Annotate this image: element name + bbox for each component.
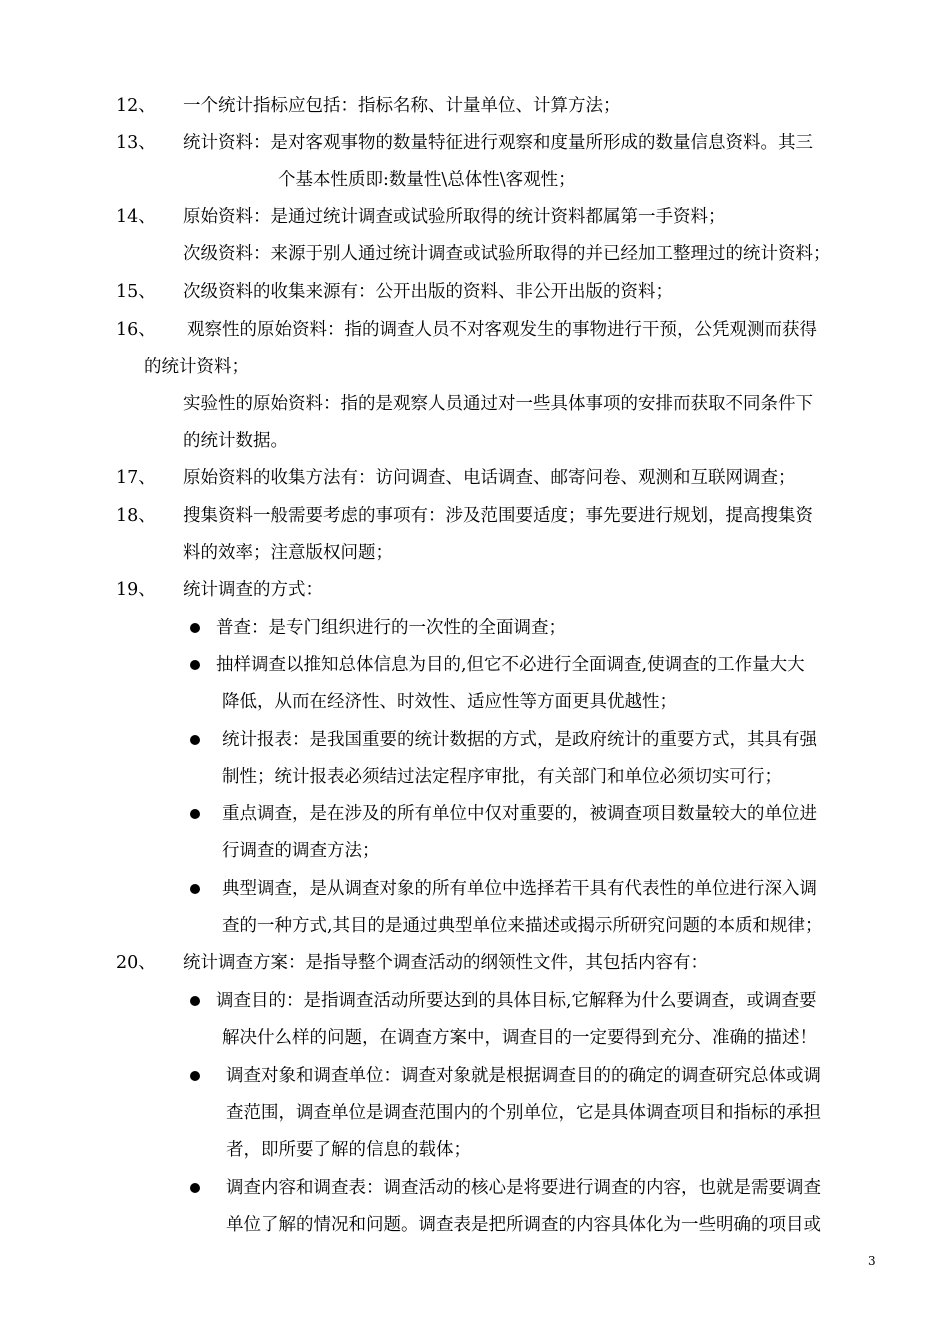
item-text: 的统计资料； <box>144 357 249 377</box>
item-number: 18、 <box>116 506 156 526</box>
item-number: 20、 <box>116 953 156 973</box>
bullet-text: 重点调查，是在涉及的所有单位中仅对重要的，被调查项目数量较大的单位进 <box>222 804 817 824</box>
bullet-text: 查的一种方式,其目的是通过典型单位来描述或揭示所研究问题的本质和规律； <box>222 916 823 936</box>
item-text: 料的效率；注意版权问题； <box>183 543 393 563</box>
bullet-text: 行调查的调查方法； <box>222 841 380 861</box>
bullet-text: 统计报表：是我国重要的统计数据的方式，是政府统计的重要方式，其具有强 <box>222 730 817 750</box>
bullet-text: 调查对象和调查单位：调查对象就是根据调查目的的确定的调查研究总体或调 <box>226 1066 821 1086</box>
bullet-icon <box>190 996 200 1006</box>
item-number: 14、 <box>116 207 156 227</box>
bullet-text: 降低，从而在经济性、时效性、适应性等方面更具优越性； <box>222 692 677 712</box>
item-text: 搜集资料一般需要考虑的事项有：涉及范围要适度；事先要进行规划，提高搜集资 <box>183 506 813 526</box>
bullet-icon <box>190 809 200 819</box>
item-text: 实验性的原始资料：指的是观察人员通过对一些具体事项的安排而获取不同条件下 <box>183 394 813 414</box>
bullet-icon <box>190 735 200 745</box>
bullet-icon <box>190 623 200 633</box>
bullet-text: 解决什么样的问题，在调查方案中，调查目的一定要得到充分、准确的描述！ <box>222 1028 817 1048</box>
bullet-text: 抽样调查以推知总体信息为目的,但它不必进行全面调查,使调查的工作量大大 <box>216 655 805 675</box>
item-text: 一个统计指标应包括：指标名称、计量单位、计算方法； <box>183 96 621 116</box>
item-number: 13、 <box>116 133 156 153</box>
item-text: 观察性的原始资料：指的调查人员不对客观发生的事物进行干预，公凭观测而获得 <box>187 320 817 340</box>
bullet-text: 调查内容和调查表：调查活动的核心是将要进行调查的内容，也就是需要调查 <box>226 1178 821 1198</box>
item-text: 次级资料：来源于别人通过统计调查或试验所取得的并已经加工整理过的统计资料； <box>183 244 831 264</box>
bullet-icon <box>190 1183 200 1193</box>
bullet-icon <box>190 1071 200 1081</box>
item-number: 15、 <box>116 282 156 302</box>
bullet-text: 典型调查，是从调查对象的所有单位中选择若干具有代表性的单位进行深入调 <box>222 879 817 899</box>
bullet-icon <box>190 660 200 670</box>
item-text: 的统计数据。 <box>183 431 288 451</box>
item-text: 原始资料：是通过统计调查或试验所取得的统计资料都属第一手资料； <box>183 207 726 227</box>
bullet-text: 单位了解的情况和问题。调查表是把所调查的内容具体化为一些明确的项目或 <box>226 1215 821 1235</box>
bullet-text: 普查：是专门组织进行的一次性的全面调查； <box>216 618 566 638</box>
bullet-text: 查范围，调查单位是调查范围内的个别单位，它是具体调查项目和指标的承担 <box>226 1103 821 1123</box>
bullet-text: 制性；统计报表必须结过法定程序审批，有关部门和单位必须切实可行； <box>222 767 782 787</box>
bullet-text: 者，即所要了解的信息的载体； <box>226 1140 471 1160</box>
item-text: 个基本性质即:数量性\总体性\客观性； <box>278 170 576 190</box>
bullet-text: 调查目的：是指调查活动所要达到的具体目标,它解释为什么要调查，或调查要 <box>216 991 817 1011</box>
item-text: 统计资料：是对客观事物的数量特征进行观察和度量所形成的数量信息资料。其三 <box>183 133 813 153</box>
item-text: 原始资料的收集方法有：访问调查、电话调查、邮寄问卷、观测和互联网调查； <box>183 468 796 488</box>
item-number: 16、 <box>116 320 156 340</box>
item-text: 次级资料的收集来源有：公开出版的资料、非公开出版的资料； <box>183 282 673 302</box>
item-text: 统计调查方案：是指导整个调查活动的纲领性文件，其包括内容有： <box>183 953 708 973</box>
bullet-icon <box>190 884 200 894</box>
item-number: 19、 <box>116 580 156 600</box>
item-number: 12、 <box>116 96 156 116</box>
item-text: 统计调查的方式： <box>183 580 323 600</box>
page-number: 3 <box>868 1254 876 1268</box>
item-number: 17、 <box>116 468 156 488</box>
